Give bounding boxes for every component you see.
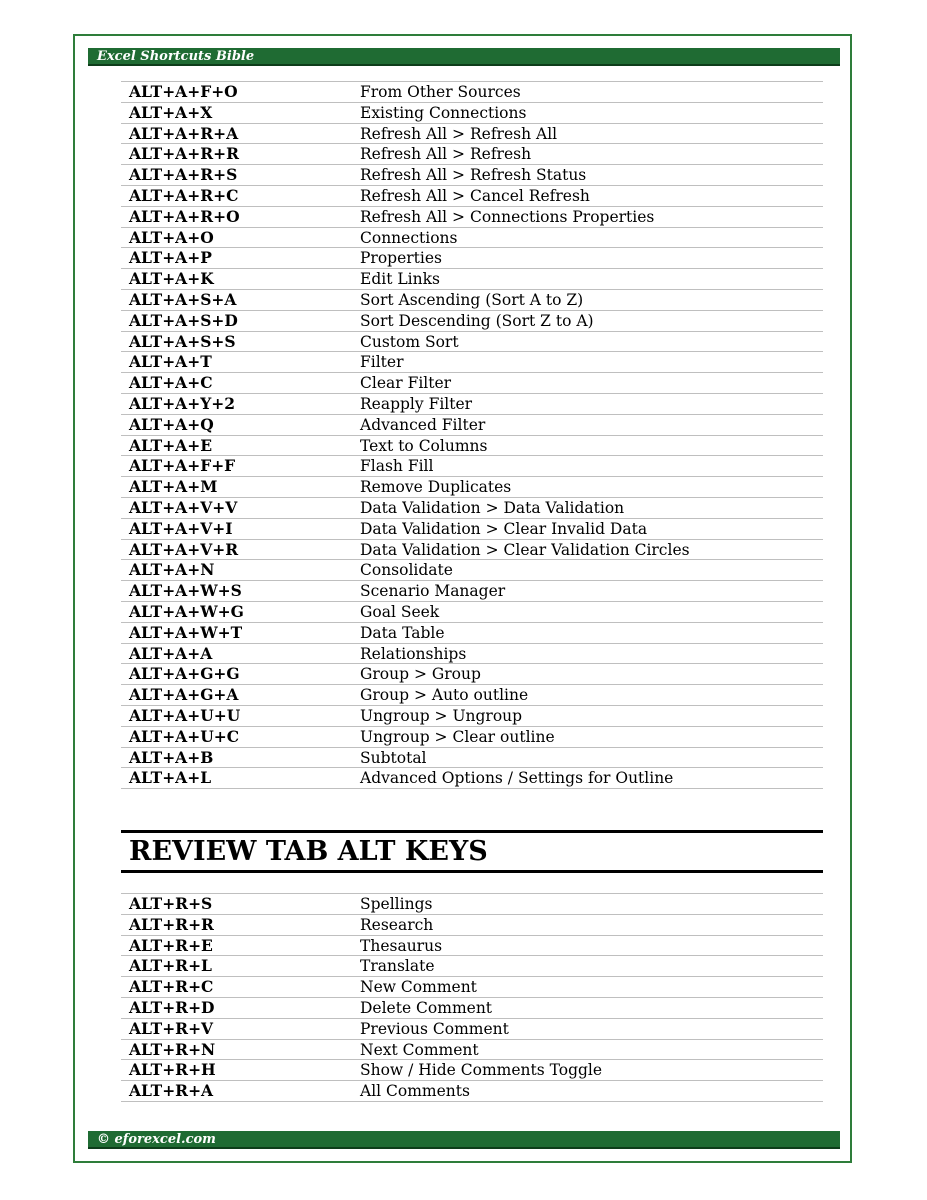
table-row	[121, 705, 823, 726]
shortcut-description: Refresh All > Cancel Refresh	[360, 186, 590, 205]
shortcut-description: Advanced Options / Settings for Outline	[360, 769, 674, 788]
shortcut-key: ALT+A+P	[129, 248, 212, 268]
table-row	[121, 663, 823, 684]
shortcut-key: ALT+A+S+A	[129, 289, 237, 309]
table-row	[121, 1080, 823, 1102]
shortcut-description: Edit Links	[360, 270, 440, 289]
shortcut-description: Refresh All > Refresh	[360, 145, 532, 164]
shortcut-key: ALT+A+W+G	[129, 601, 244, 621]
shortcut-key: ALT+A+Q	[129, 414, 214, 434]
shortcut-key: ALT+R+E	[129, 935, 213, 955]
section-heading: REVIEW TAB ALT KEYS	[121, 830, 823, 873]
shortcut-key: ALT+A+B	[129, 747, 214, 767]
shortcut-key: ALT+A+L	[129, 768, 212, 788]
shortcut-description: Text to Columns	[360, 436, 488, 455]
shortcut-key: ALT+A+W+S	[129, 581, 242, 601]
table-row	[121, 331, 823, 352]
shortcut-key: ALT+R+L	[129, 956, 212, 976]
shortcut-description: Subtotal	[360, 748, 427, 767]
shortcut-key: ALT+A+R+C	[129, 185, 239, 205]
shortcut-description: Remove Duplicates	[360, 478, 512, 497]
shortcut-description: Data Validation > Clear Invalid Data	[360, 519, 648, 538]
shortcut-description: Connections	[360, 228, 458, 247]
shortcut-description: Custom Sort	[360, 332, 459, 351]
shortcut-description: Delete Comment	[360, 998, 493, 1017]
table-row	[121, 81, 823, 102]
table-row	[121, 747, 823, 768]
shortcut-key: ALT+A+K	[129, 269, 214, 289]
shortcut-key: ALT+A+V+V	[129, 497, 238, 517]
shortcut-description: Reapply Filter	[360, 394, 473, 413]
shortcut-description: Research	[360, 915, 434, 934]
shortcut-description: Data Validation > Clear Validation Circles	[360, 540, 690, 559]
shortcut-description: Data Validation > Data Validation	[360, 498, 625, 517]
shortcut-description: Refresh All > Refresh Status	[360, 166, 587, 185]
table-row	[121, 143, 823, 164]
table-row	[121, 289, 823, 310]
table-row	[121, 559, 823, 580]
shortcut-description: Filter	[360, 353, 404, 372]
shortcut-description: Group > Group	[360, 665, 481, 684]
shortcut-key: ALT+A+C	[129, 373, 213, 393]
shortcut-description: Relationships	[360, 644, 467, 663]
table-row	[121, 935, 823, 956]
shortcut-description: Ungroup > Ungroup	[360, 706, 523, 725]
shortcut-description: Spellings	[360, 895, 433, 913]
shortcut-description: Consolidate	[360, 561, 453, 580]
shortcut-description: Clear Filter	[360, 374, 452, 393]
table-row	[121, 580, 823, 601]
shortcut-key: ALT+A+W+T	[129, 622, 243, 642]
table-row	[121, 102, 823, 123]
shortcut-description: Advanced Filter	[360, 415, 486, 434]
table-row	[121, 767, 823, 789]
shortcut-key: ALT+R+S	[129, 894, 213, 913]
shortcut-description: Existing Connections	[360, 103, 527, 122]
table-row	[121, 247, 823, 268]
shortcut-key: ALT+A+V+I	[129, 518, 233, 538]
shortcut-description: Ungroup > Clear outline	[360, 727, 555, 746]
table-row	[121, 518, 823, 539]
shortcut-key: ALT+A+Y+2	[129, 393, 236, 413]
table-row	[121, 684, 823, 705]
table-row	[121, 997, 823, 1018]
table-row	[121, 414, 823, 435]
header-title: Excel Shortcuts Bible	[97, 49, 255, 64]
shortcut-description: From Other Sources	[360, 83, 521, 101]
shortcut-key: ALT+R+V	[129, 1018, 214, 1038]
table-row	[121, 268, 823, 289]
shortcut-key: ALT+A+R+A	[129, 123, 239, 143]
shortcut-key: ALT+A+U+C	[129, 726, 240, 746]
shortcut-description: Scenario Manager	[360, 582, 506, 601]
shortcut-key: ALT+A+M	[129, 477, 218, 497]
table-row	[121, 351, 823, 372]
shortcut-description: Refresh All > Refresh All	[360, 124, 558, 143]
table-row	[121, 622, 823, 643]
table-row	[121, 726, 823, 747]
shortcut-key: ALT+A+U+U	[129, 705, 241, 725]
shortcut-key: ALT+A+O	[129, 227, 214, 247]
table-row	[121, 372, 823, 393]
table-row	[121, 164, 823, 185]
shortcut-key: ALT+A+F+F	[129, 456, 236, 476]
shortcut-description: Thesaurus	[360, 936, 443, 955]
table-row	[121, 393, 823, 414]
shortcut-description: Group > Auto outline	[360, 686, 529, 705]
shortcut-key: ALT+R+H	[129, 1060, 216, 1080]
shortcut-key: ALT+R+R	[129, 914, 214, 934]
shortcut-key: ALT+A+F+O	[129, 82, 238, 101]
shortcut-key: ALT+A+X	[129, 102, 213, 122]
shortcut-key: ALT+R+C	[129, 977, 214, 997]
shortcut-key: ALT+A+T	[129, 352, 212, 372]
table-row	[121, 1039, 823, 1060]
shortcut-description: Sort Descending (Sort Z to A)	[360, 311, 594, 330]
shortcut-key: ALT+A+G+G	[129, 664, 240, 684]
shortcut-key: ALT+R+N	[129, 1039, 216, 1059]
shortcut-description: Next Comment	[360, 1040, 479, 1059]
shortcut-description: Show / Hide Comments Toggle	[360, 1061, 603, 1080]
shortcut-key: ALT+A+S+D	[129, 310, 238, 330]
table-row	[121, 643, 823, 664]
shortcut-key: ALT+A+G+A	[129, 685, 239, 705]
table-row	[121, 601, 823, 622]
shortcut-key: ALT+R+D	[129, 997, 215, 1017]
shortcut-key: ALT+A+N	[129, 560, 215, 580]
review-tab-shortcut-table	[121, 893, 823, 1102]
data-tab-shortcut-table	[121, 81, 823, 789]
shortcut-key: ALT+A+S+S	[129, 331, 236, 351]
table-row	[121, 539, 823, 560]
table-row	[121, 1018, 823, 1039]
table-row	[121, 310, 823, 331]
shortcut-key: ALT+A+E	[129, 435, 213, 455]
shortcut-description: Flash Fill	[360, 457, 434, 476]
shortcut-key: ALT+A+R+R	[129, 144, 239, 164]
shortcut-key: ALT+A+A	[129, 643, 213, 663]
table-row	[121, 185, 823, 206]
shortcut-key: ALT+A+R+O	[129, 206, 240, 226]
shortcut-description: Previous Comment	[360, 1019, 509, 1038]
shortcut-key: ALT+A+V+R	[129, 539, 239, 559]
shortcut-description: All Comments	[360, 1082, 470, 1101]
table-row	[121, 914, 823, 935]
shortcut-key: ALT+R+A	[129, 1081, 214, 1101]
shortcut-description: Properties	[360, 249, 442, 268]
footer-copyright: © eforexcel.com	[97, 1132, 216, 1147]
table-row	[121, 123, 823, 144]
table-row	[121, 206, 823, 227]
table-row	[121, 435, 823, 456]
table-row	[121, 893, 823, 914]
header-band	[88, 48, 840, 66]
table-row	[121, 955, 823, 976]
shortcut-description: Goal Seek	[360, 602, 440, 621]
shortcut-description: Refresh All > Connections Properties	[360, 207, 655, 226]
shortcut-description: New Comment	[360, 978, 477, 997]
shortcut-key: ALT+A+R+S	[129, 165, 238, 185]
footer-band	[88, 1131, 840, 1149]
table-row	[121, 1059, 823, 1080]
shortcut-description: Translate	[360, 957, 435, 976]
table-row	[121, 497, 823, 518]
table-row	[121, 476, 823, 497]
shortcut-description: Data Table	[360, 623, 445, 642]
table-row	[121, 976, 823, 997]
table-row	[121, 455, 823, 476]
shortcut-description: Sort Ascending (Sort A to Z)	[360, 290, 584, 309]
table-row	[121, 227, 823, 248]
